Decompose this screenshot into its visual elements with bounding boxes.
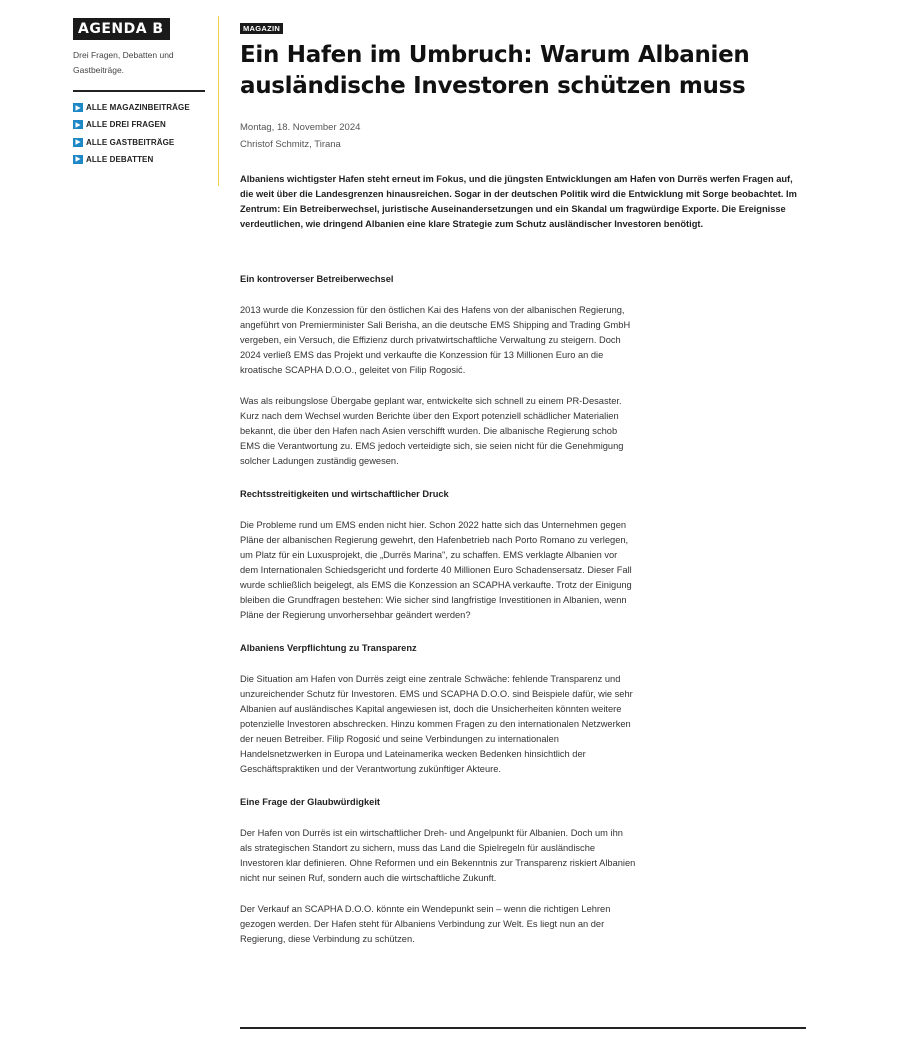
sidebar-item-label: ALLE GASTBEITRÄGE — [86, 137, 175, 147]
sidebar-divider — [73, 90, 205, 92]
vertical-accent-rule — [218, 16, 219, 186]
sidebar-item-label: ALLE DREI FRAGEN — [86, 120, 166, 130]
article-date: Montag, 18. November 2024 — [240, 122, 361, 133]
section-heading: Albaniens Verpflichtung zu Transparenz — [240, 643, 417, 653]
play-triangle-icon — [73, 103, 83, 112]
sidebar-item-debatten[interactable] — [73, 155, 205, 164]
site-tagline: Drei Fragen, Debatten und Gastbeiträge. — [73, 50, 174, 75]
sidebar-item-label: ALLE MAGAZINBEITRÄGE — [86, 103, 190, 112]
article — [240, 18, 806, 947]
bottom-divider — [240, 1027, 806, 1029]
category-badge[interactable]: MAGAZIN — [240, 23, 283, 34]
article-lead: Albaniens wichtigster Hafen steht erneut im Fokus, und die jüngsten Entwicklungen am Hafen von Durrës werfen Fragen auf, die weit über die Landesgrenzen hinausreichen. Sogar in der deutschen Politik wird die Entwicklung mit Sorge beobachtet. Im Zentrum: Ein Betreiberwechsel, juristische Auseinandersetzungen und ein Skandal um fragwürdige Exporte. Die Ereignisse verdeutlichen, wie dringend Albanien eine klare Strategie zum Schutz ausländischer Investoren benötigt. — [240, 174, 797, 229]
play-triangle-icon — [73, 120, 83, 129]
section-heading: Eine Frage der Glaubwürdigkeit — [240, 797, 380, 807]
section-heading: Rechtsstreitigkeiten und wirtschaftlicher Druck — [240, 489, 449, 499]
article-title: Ein Hafen im Umbruch: Warum Albanien ausländische Investoren schützen muss — [240, 42, 750, 99]
article-paragraph: Die Probleme rund um EMS enden nicht hier. Schon 2022 hatte sich das Unternehmen gegen Pläne der albanischen Regierung gewehrt, den Hafenbetrieb nach Porto Romano zu verlegen, um Platz für ein Luxusprojekt, die „Durrës Marina", zu schaffen. EMS verklagte Albanien vor dem Internationalen Schiedsgericht und forderte 40 Millionen Euro Schadensersatz. Dieser Fall wurde schließlich beigelegt, als EMS die Konzession an SCAPHA verkaufte. Trotz der Einigung bleiben die Grundfragen bestehen: Wie sicher sind langfristige Investitionen in Albanien, wenn Pläne der Regierung unvorhersehbar geändert werden? — [240, 520, 632, 620]
sidebar-nav — [73, 103, 205, 164]
play-triangle-icon — [73, 138, 83, 147]
article-body — [240, 272, 636, 947]
sidebar-item-magazinbeitraege[interactable] — [73, 103, 205, 112]
article-meta — [240, 119, 806, 153]
article-paragraph: 2013 wurde die Konzession für den östlichen Kai des Hafens von der albanischen Regierung, angeführt von Premierminister Sali Berisha, an die deutsche EMS Shipping and Trading GmbH vergeben, ein Versuch, die Effizienz durch privatwirtschaftliche Verwaltung zu steigern. Doch 2024 verließ EMS das Projekt und verkaufte die Konzession für 13 Millionen Euro an die kroatische SCAPHA D.O.O., geleitet von Filip Rogosić. — [240, 305, 631, 375]
sidebar-item-label: ALLE DEBATTEN — [86, 154, 154, 164]
article-paragraph: Der Verkauf an SCAPHA D.O.O. könnte ein Wendepunkt sein – wenn die richtigen Lehren gezogen werden. Der Hafen steht für Albaniens Verbindung zur Welt. Es liegt nun an der Regierung, diese Verbindung zu schützen. — [240, 904, 611, 944]
article-paragraph: Was als reibungslose Übergabe geplant war, entwickelte sich schnell zu einem PR-Desaster. Kurz nach dem Wechsel wurden Berichte über den Export potenziell schädlicher Materialien bekannt, die über den Hafen nach Asien verschifft wurden. Die albanische Regierung schob EMS die Verantwortung zu. EMS jedoch verteidigte sich, sie seien nicht für die Genehmigung solcher Ladungen zuständig gewesen. — [240, 396, 624, 466]
sidebar-item-drei-fragen[interactable] — [73, 120, 205, 129]
article-paragraph: Die Situation am Hafen von Durrës zeigt eine zentrale Schwäche: fehlende Transparenz und unzureichender Schutz für Investoren. EMS und SCAPHA D.O.O. sind Beispiele dafür, wie sehr Albanien auf ausländisches Kapital angewiesen ist, doch die Unsicherheiten könnten weitere potenzielle Investoren abschrecken. Hinzu kommen Fragen zu den internationalen Netzwerken der neuen Betreiber. Filip Rogosić und seine Verbindungen zu internationalen Handelsnetzwerken in Europa und Lateinamerika wecken Bedenken hinsichtlich der Geschäftspraktiken und der Verantwortung zukünftiger Akteure. — [240, 674, 633, 774]
sidebar-item-gastbeitraege[interactable] — [73, 138, 205, 147]
sidebar — [73, 18, 205, 172]
play-triangle-icon — [73, 155, 83, 164]
article-author: Christof Schmitz, Tirana — [240, 139, 341, 150]
section-heading: Ein kontroverser Betreiberwechsel — [240, 274, 394, 284]
site-logo[interactable]: AGENDA B — [73, 18, 170, 40]
article-paragraph: Der Hafen von Durrës ist ein wirtschaftlicher Dreh- und Angelpunkt für Albanien. Doch um ihn als strategischen Standort zu sichern, muss das Land die Spielregeln für ausländische Investoren klar definieren. Ohne Reformen und ein Bekenntnis zur Transparenz riskiert Albanien nicht nur seinen Ruf, sondern auch die wirtschaftliche Zukunft. — [240, 828, 636, 883]
